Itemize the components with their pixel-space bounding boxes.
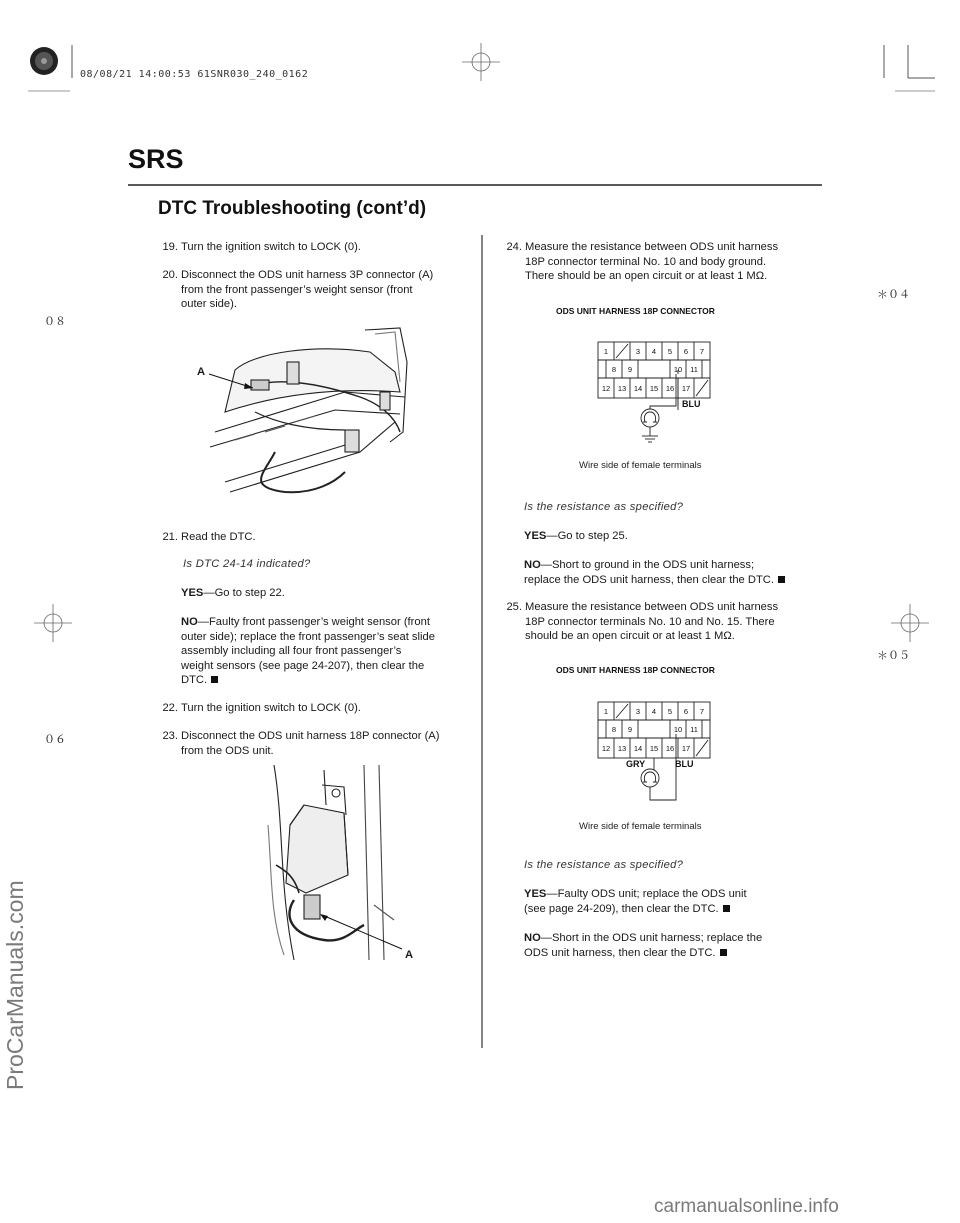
answer-no: NO—Faulty front passenger’s weight sensor (front outer side); replace the front passenger’s seat slide assembly including all four front passenger’s weight sensors (see page 24-207), then clear the DTC.	[181, 616, 435, 686]
svg-text:6: 6	[683, 347, 689, 356]
svg-text:8: 8	[611, 725, 617, 734]
svg-text:1: 1	[603, 707, 609, 716]
answer-yes: YES—Faulty ODS unit; replace the ODS unit (see page 24-209), then clear the DTC.	[524, 888, 747, 915]
svg-text:10: 10	[673, 725, 683, 734]
margin-mark: ＊０５	[877, 649, 910, 662]
crosshair-icon	[891, 604, 929, 642]
svg-text:13: 13	[617, 384, 627, 393]
wire-color-label: BLU	[682, 399, 701, 409]
wire-color-label: GRY	[626, 759, 646, 769]
connector-title: ODS UNIT HARNESS 18P CONNECTOR	[556, 306, 715, 316]
svg-text:17: 17	[681, 744, 691, 753]
crosshair-icon	[34, 604, 72, 642]
svg-text:7: 7	[699, 347, 705, 356]
svg-text:10: 10	[673, 365, 683, 374]
svg-text:6: 6	[683, 707, 689, 716]
svg-text:13: 13	[617, 744, 627, 753]
step-24: 24. Measure the resistance between ODS unit harness 18P connector terminal No. 10 and body ground. There should be an open circuit or at least 1 MΩ.	[506, 241, 779, 282]
connector-diagram-18p	[590, 690, 720, 802]
figure-callout-label: A	[197, 366, 206, 378]
wire-color-label: BLU	[675, 759, 694, 769]
margin-mark: ０６	[44, 733, 66, 746]
end-of-procedure-icon	[778, 576, 785, 583]
answer-no: NO—Short in the ODS unit harness; replace the ODS unit harness, then clear the DTC.	[524, 932, 763, 959]
svg-text:12: 12	[601, 384, 611, 393]
svg-text:16: 16	[665, 384, 675, 393]
ods-unit-figure	[264, 765, 434, 965]
svg-text:4: 4	[651, 347, 657, 356]
diagram-caption: Wire side of female terminals	[579, 460, 702, 471]
print-stamp: 08/08/21 14:00:53 61SNR030_240_0162	[80, 69, 309, 80]
svg-text:15: 15	[649, 384, 659, 393]
watermark-bottom: carmanualsonline.info	[654, 1196, 839, 1217]
svg-text:8: 8	[611, 365, 617, 374]
end-of-procedure-icon	[720, 949, 727, 956]
svg-text:15: 15	[649, 744, 659, 753]
question: Is DTC 24-14 indicated?	[183, 558, 311, 570]
connector-title: ODS UNIT HARNESS 18P CONNECTOR	[556, 665, 715, 675]
question: Is the resistance as specified?	[524, 859, 684, 871]
svg-text:17: 17	[681, 384, 691, 393]
svg-text:1: 1	[603, 347, 609, 356]
svg-text:11: 11	[690, 365, 698, 374]
svg-text:9: 9	[627, 725, 633, 734]
svg-text:11: 11	[690, 725, 698, 734]
watermark-left: ProCarManuals.com	[2, 880, 28, 1090]
svg-text:7: 7	[699, 707, 705, 716]
step-25: 25. Measure the resistance between ODS unit harness 18P connector terminals No. 10 and No. 15. There should be an open circuit or at least 1 MΩ.	[506, 601, 779, 642]
svg-text:14: 14	[633, 744, 643, 753]
step-23: 23. Disconnect the ODS unit harness 18P connector (A) from the ODS unit.	[162, 730, 440, 757]
svg-text:5: 5	[667, 347, 673, 356]
section-title: SRS	[128, 144, 184, 174]
diagram-caption: Wire side of female terminals	[579, 821, 702, 832]
end-of-procedure-icon	[723, 905, 730, 912]
svg-text:3: 3	[635, 347, 641, 356]
svg-text:5: 5	[667, 707, 673, 716]
figure-callout-label: A	[405, 949, 414, 961]
answer-yes: YES—Go to step 22.	[181, 587, 285, 599]
svg-text:12: 12	[601, 744, 611, 753]
answer-yes: YES—Go to step 25.	[524, 530, 628, 542]
svg-text:14: 14	[633, 384, 643, 393]
margin-mark: ０８	[44, 315, 66, 328]
registration-target-icon	[30, 47, 58, 75]
svg-text:16: 16	[665, 744, 675, 753]
question: Is the resistance as specified?	[524, 501, 684, 513]
crosshair-icon	[462, 43, 500, 81]
answer-no: NO—Short to ground in the ODS unit harness; replace the ODS unit harness, then clear the DTC.	[524, 558, 785, 587]
connector-diagram-18p	[590, 330, 720, 450]
page-title: DTC Troubleshooting (cont’d)	[158, 198, 427, 219]
margin-mark: ＊０４	[877, 288, 910, 301]
svg-text:3: 3	[635, 707, 641, 716]
step-20: 20. Disconnect the ODS unit harness 3P connector (A) from the front passenger’s weight sensor (front outer side).	[162, 269, 434, 310]
svg-text:4: 4	[651, 707, 657, 716]
svg-text:9: 9	[627, 365, 633, 374]
end-of-procedure-icon	[211, 676, 218, 683]
seat-weight-sensor-figure	[195, 322, 425, 502]
